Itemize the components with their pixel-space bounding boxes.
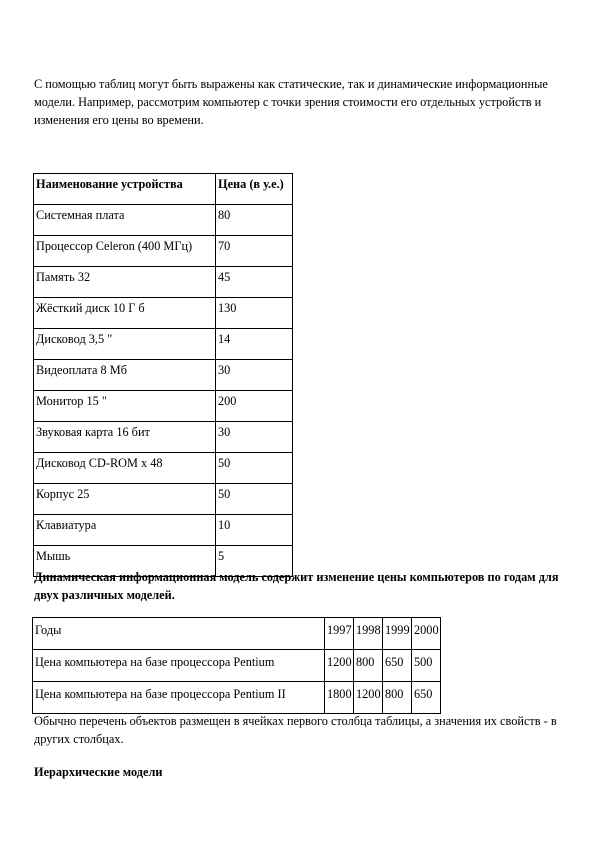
table-row	[34, 329, 293, 360]
table-row	[33, 650, 441, 682]
table-row	[34, 515, 293, 546]
device-price-cell: 50	[216, 453, 293, 484]
section-heading: Иерархические модели	[34, 765, 163, 779]
table-row	[34, 453, 293, 484]
device-price-cell: 30	[216, 422, 293, 453]
table-header-row	[33, 618, 441, 650]
model-name-cell: Цена компьютера на базе процессора Pentium	[33, 650, 325, 682]
device-name-cell: Мышь	[34, 546, 216, 577]
table-row	[34, 484, 293, 515]
device-name-cell: Процессор Celeron (400 МГц)	[34, 236, 216, 267]
device-price-cell: 10	[216, 515, 293, 546]
dynamic-model-paragraph: Динамическая информационная модель содержит изменение цены компьютеров по годам для двух различных моделей.	[34, 570, 559, 602]
table-row	[34, 422, 293, 453]
price-cell: 650	[412, 682, 441, 714]
device-name-cell: Память 32	[34, 267, 216, 298]
column-header-price: Цена (в у.е.)	[216, 174, 293, 205]
intro-paragraph: С помощью таблиц могут быть выражены как статические, так и динамические информационные модели. Например, рассмотрим компьютер с точки зрения стоимости его отдельных устройств и изменения его цены во времени.	[34, 77, 548, 127]
price-cell: 1200	[354, 682, 383, 714]
device-price-cell: 5	[216, 546, 293, 577]
price-cell: 800	[383, 682, 412, 714]
device-name-cell: Монитор 15 "	[34, 391, 216, 422]
objects-properties-paragraph: Обычно перечень объектов размещен в ячейках первого столбца таблицы, а значения их свойств - в других столбцах.	[34, 714, 557, 746]
column-header-years: Годы	[33, 618, 325, 650]
price-cell: 800	[354, 650, 383, 682]
device-name-cell: Корпус 25	[34, 484, 216, 515]
column-header-year: 2000	[412, 618, 441, 650]
device-price-cell: 14	[216, 329, 293, 360]
column-header-year: 1997	[325, 618, 354, 650]
device-name-cell: Клавиатура	[34, 515, 216, 546]
model-name-cell: Цена компьютера на базе процессора Pentium II	[33, 682, 325, 714]
table-row	[34, 236, 293, 267]
price-cell: 1200	[325, 650, 354, 682]
price-cell: 1800	[325, 682, 354, 714]
device-name-cell: Жёсткий диск 10 Г б	[34, 298, 216, 329]
column-header-year: 1998	[354, 618, 383, 650]
price-by-year-table	[32, 617, 441, 714]
price-cell: 500	[412, 650, 441, 682]
device-name-cell: Дисковод CD-ROM х 48	[34, 453, 216, 484]
price-cell: 650	[383, 650, 412, 682]
device-price-cell: 70	[216, 236, 293, 267]
device-price-cell: 200	[216, 391, 293, 422]
table-row	[33, 682, 441, 714]
table-row	[34, 205, 293, 236]
device-name-cell: Звуковая карта 16 бит	[34, 422, 216, 453]
device-name-cell: Дисковод 3,5 "	[34, 329, 216, 360]
device-name-cell: Видеоплата 8 Мб	[34, 360, 216, 391]
table-row	[34, 360, 293, 391]
column-header-device: Наименование устройства	[34, 174, 216, 205]
column-header-year: 1999	[383, 618, 412, 650]
device-price-cell: 80	[216, 205, 293, 236]
device-price-table	[33, 173, 293, 577]
device-name-cell: Системная плата	[34, 205, 216, 236]
device-price-cell: 30	[216, 360, 293, 391]
table-header-row	[34, 174, 293, 205]
device-price-cell: 45	[216, 267, 293, 298]
device-price-cell: 130	[216, 298, 293, 329]
table-row	[34, 298, 293, 329]
table-row	[34, 391, 293, 422]
device-price-cell: 50	[216, 484, 293, 515]
table-row	[34, 267, 293, 298]
